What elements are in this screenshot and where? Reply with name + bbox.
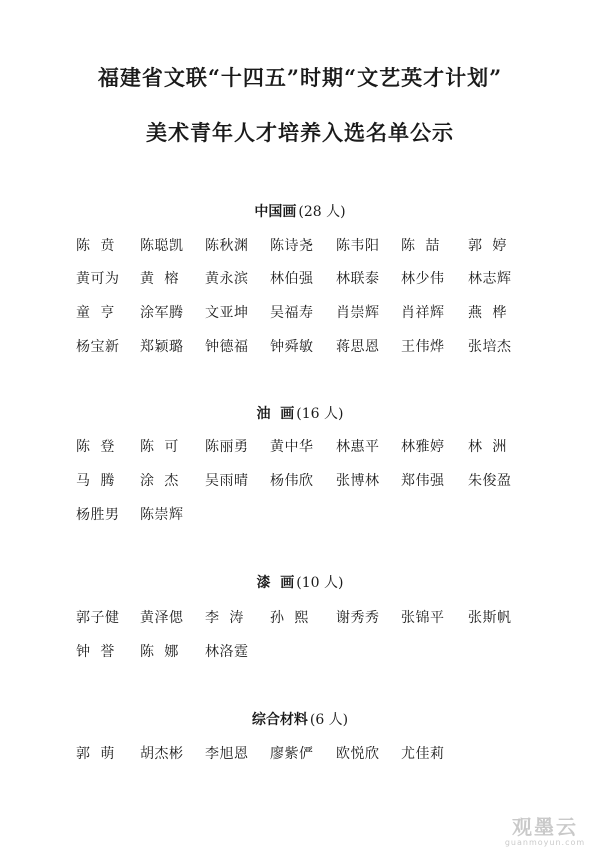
- nominee-name: 谢秀秀: [336, 610, 380, 626]
- section-name: 综合材料: [251, 712, 308, 728]
- nominee-name: 张锦平: [401, 610, 445, 626]
- nominee-name: 朱俊盈: [468, 473, 512, 489]
- nominee-name: 肖崇辉: [336, 305, 380, 321]
- nominee-name: 杨宝新: [76, 339, 120, 355]
- nominee-name: 陈 贲: [76, 238, 115, 254]
- document-title-line-1: 福建省文联“十四五”时期“文艺英才计划”: [97, 65, 503, 90]
- nominee-name: 黄中华: [270, 439, 314, 455]
- nominee-name: 钟 誉: [76, 644, 115, 660]
- nominee-name: 涂军腾: [140, 305, 184, 321]
- nominee-name: 李 涛: [205, 610, 244, 626]
- nominee-name: 张斯帆: [468, 610, 512, 626]
- section-name: 中国画: [254, 204, 297, 220]
- nominee-name: 陈丽勇: [205, 439, 249, 455]
- section-count: (16 人): [296, 406, 344, 422]
- nominee-name: 黄可为: [76, 271, 120, 287]
- nominee-name: 黄泽偲: [140, 610, 184, 626]
- nominee-name: 郭 婷: [468, 238, 507, 254]
- nominee-name: 童 亨: [76, 305, 115, 321]
- nominee-name: 林联泰: [336, 271, 380, 287]
- section-heading-guohua: [0, 201, 600, 221]
- nominee-name: 蒋思恩: [336, 339, 380, 355]
- watermark-logo: [500, 811, 590, 847]
- section-count: (10 人): [296, 575, 344, 591]
- nominee-name: 郑颖璐: [140, 339, 184, 355]
- nominee-name: 林少伟: [401, 271, 445, 287]
- nominee-name: 吴雨晴: [205, 473, 249, 489]
- nominee-name: 杨胜男: [76, 507, 120, 523]
- nominee-name: 黄 榕: [140, 271, 179, 287]
- nominee-name: 陈 可: [140, 439, 179, 455]
- section-name: 漆 画: [256, 575, 295, 591]
- nominee-name: 陈崇辉: [140, 507, 184, 523]
- section-heading-qihua: [0, 572, 600, 592]
- section-count: (28 人): [298, 204, 346, 220]
- nominee-name: 黄永滨: [205, 271, 249, 287]
- nominee-name: 胡杰彬: [140, 746, 184, 762]
- nominee-name: 张培杰: [468, 339, 512, 355]
- nominee-name: 杨伟欣: [270, 473, 314, 489]
- document-title-line-2: 美术青年人才培养入选名单公示: [146, 120, 454, 145]
- nominee-name: 钟舜敏: [270, 339, 314, 355]
- nominee-name: 林洛霆: [205, 644, 249, 660]
- nominee-name: 吴福寿: [270, 305, 314, 321]
- nominee-name: 欧悦欣: [336, 746, 380, 762]
- watermark-url: guanmoyun.com: [504, 838, 586, 847]
- nominee-name: 林雅婷: [401, 439, 445, 455]
- nominee-name: 郭子健: [76, 610, 120, 626]
- nominee-name: 陈秋渊: [205, 238, 249, 254]
- nominee-name: 林惠平: [336, 439, 380, 455]
- nominee-name: 李旭恩: [205, 746, 249, 762]
- nominee-name: 张博林: [336, 473, 380, 489]
- nominee-name: 廖紫俨: [270, 746, 314, 762]
- nominee-name: 钟德福: [205, 339, 249, 355]
- section-heading-zonghecailiao: [0, 709, 600, 729]
- nominee-name: 孙 熙: [270, 610, 309, 626]
- nominee-name: 郭 萌: [76, 746, 115, 762]
- nominee-name: 林志辉: [468, 271, 512, 287]
- nominee-name: 文亚坤: [205, 305, 249, 321]
- nominee-name: 燕 桦: [468, 305, 507, 321]
- nominee-name: 陈 娜: [140, 644, 179, 660]
- section-heading-youhua: [0, 403, 600, 423]
- nominee-name: 王伟烨: [401, 339, 445, 355]
- nominee-name: 郑伟强: [401, 473, 445, 489]
- nominee-name: 涂 杰: [140, 473, 179, 489]
- nominee-name: 陈 登: [76, 439, 115, 455]
- nominee-name: 林伯强: [270, 271, 314, 287]
- nominee-name: 陈 喆: [401, 238, 440, 254]
- section-name: 油 画: [256, 406, 295, 422]
- watermark-text: 观墨云: [512, 815, 578, 839]
- nominee-name: 陈聪凯: [140, 238, 184, 254]
- nominee-name: 林 洲: [468, 439, 507, 455]
- nominee-name: 马 腾: [76, 473, 115, 489]
- nominee-name: 陈韦阳: [336, 238, 380, 254]
- nominee-name: 尤佳莉: [401, 746, 445, 762]
- nominee-name: 肖祥辉: [401, 305, 445, 321]
- section-count: (6 人): [309, 712, 349, 728]
- nominee-name: 陈诗尧: [270, 238, 314, 254]
